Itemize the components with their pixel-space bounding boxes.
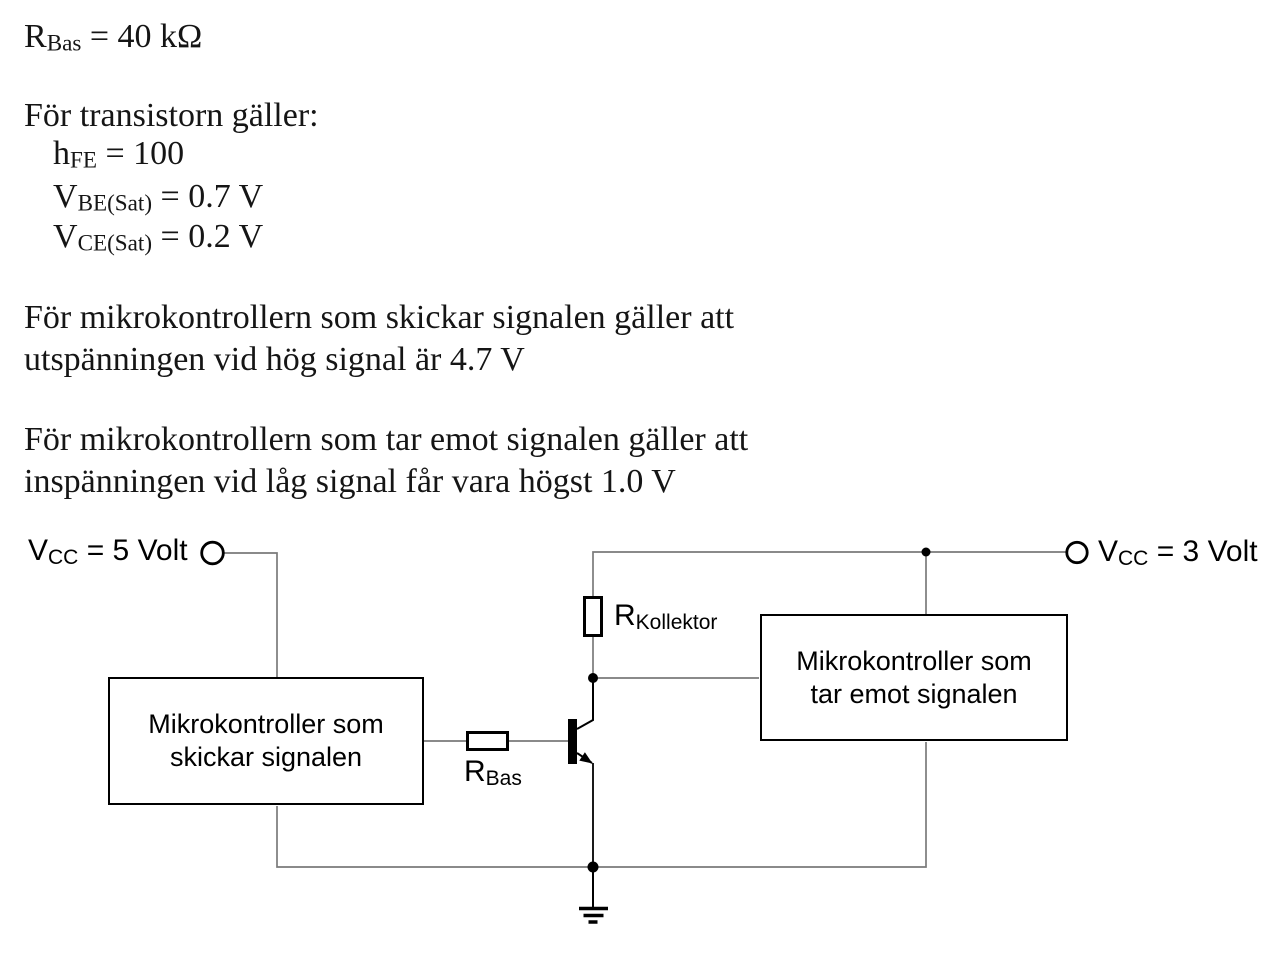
symbol-base: V <box>53 178 78 215</box>
resistor-rbas <box>468 733 508 750</box>
receiver-box-line2: tar emot signalen <box>810 678 1018 709</box>
label-vcc3 <box>1098 535 1258 570</box>
text-receiver-para-line1: För mikrokontrollern som tar emot signalen gäller att <box>24 421 749 458</box>
ground-symbol <box>579 867 608 922</box>
symbol-subscript: CC <box>1118 546 1149 570</box>
sender-microcontroller-box <box>108 677 424 805</box>
receiver-microcontroller-box <box>760 614 1068 741</box>
receiver-box-line1: Mikrokontroller som <box>796 645 1032 676</box>
symbol-value: = 0.2 V <box>152 218 264 255</box>
terminal-circle-vcc5 <box>202 542 224 564</box>
wire-vcc5-to-sender-box <box>224 553 277 679</box>
symbol-subscript: CE(Sat) <box>77 230 153 257</box>
text-rbas-given <box>24 18 203 57</box>
junction-dot-collector <box>588 673 598 683</box>
symbol-base: R <box>464 755 486 788</box>
symbol-subscript: FE <box>70 147 97 174</box>
transistor-base-bar <box>568 719 577 764</box>
sender-box-line2: skickar signalen <box>169 742 363 772</box>
text-transistor-heading: För transistorn gäller: <box>24 97 319 134</box>
symbol-value: = 100 <box>96 135 185 172</box>
symbol-subscript: Bas <box>485 766 522 790</box>
symbol-subscript: Kollektor <box>635 610 718 634</box>
text-vbe-given <box>53 178 264 217</box>
label-rkollektor <box>614 599 718 634</box>
transistor-emitter-arrow <box>579 752 592 763</box>
transistor-npn <box>568 678 593 867</box>
wire-rkollektor-to-vcc3-rail <box>593 552 1066 598</box>
text-vce-given <box>53 218 264 257</box>
symbol-value: = 40 kΩ <box>81 18 203 55</box>
text-sender-para-line2: utspänningen vid hög signal är 4.7 V <box>24 341 525 378</box>
label-vcc5 <box>28 534 188 569</box>
text-hfe-given <box>53 135 185 174</box>
terminal-circle-vcc3 <box>1067 542 1087 562</box>
symbol-subscript: Bas <box>46 30 82 57</box>
symbol-base: R <box>614 599 636 632</box>
transistor-collector-lead <box>577 678 593 729</box>
symbol-base: V <box>1098 535 1119 568</box>
symbol-base: R <box>24 18 47 55</box>
symbol-subscript: BE(Sat) <box>77 190 153 217</box>
symbol-base: V <box>53 218 78 255</box>
symbol-value: = 5 Volt <box>78 534 188 567</box>
junction-dot-vcc3-rail <box>922 548 931 557</box>
resistor-rkollektor <box>585 598 602 636</box>
text-sender-para-line1: För mikrokontrollern som skickar signalen gäller att <box>24 299 735 336</box>
label-rbas <box>464 755 522 790</box>
text-receiver-para-line2: inspänningen vid låg signal får vara högst 1.0 V <box>24 463 676 500</box>
symbol-value: = 0.7 V <box>152 178 264 215</box>
symbol-base: V <box>28 534 49 567</box>
sender-box-line1: Mikrokontroller som <box>148 709 384 739</box>
symbol-subscript: CC <box>48 545 79 569</box>
symbol-value: = 3 Volt <box>1148 535 1258 568</box>
symbol-base: h <box>53 135 70 172</box>
